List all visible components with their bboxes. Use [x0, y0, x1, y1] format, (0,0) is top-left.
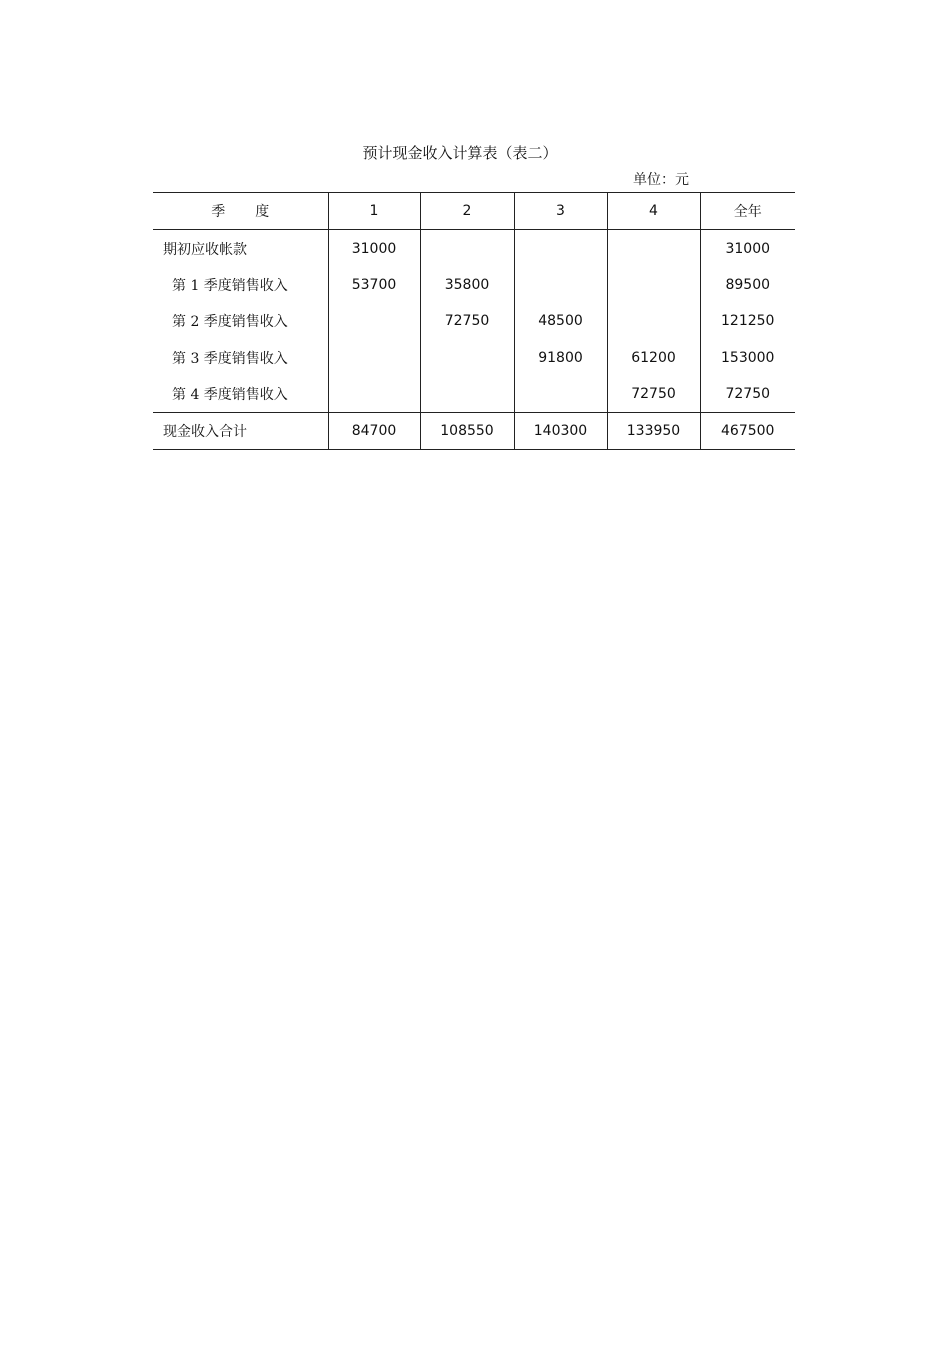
- header-annual: 全年: [700, 193, 795, 230]
- table-row: [153, 266, 795, 303]
- row-label: 期初应收帐款: [163, 242, 247, 259]
- total-q4: 133950: [607, 413, 700, 450]
- cell-q4: 72750: [607, 376, 700, 413]
- header-quarter-2: 2: [420, 193, 514, 230]
- cash-receipts-table: [153, 192, 795, 450]
- total-q1: 84700: [328, 413, 420, 450]
- total-annual: 467500: [700, 413, 795, 450]
- cell-q2: 35800: [420, 266, 514, 303]
- cell-q3: [514, 376, 607, 413]
- unit-label: 单位：元: [633, 172, 689, 188]
- header-quarter-label: 季度: [153, 193, 328, 230]
- cell-q1: 31000: [328, 230, 420, 267]
- table-row: [153, 303, 795, 340]
- cell-q4: [607, 303, 700, 340]
- total-q3: 140300: [514, 413, 607, 450]
- cell-q4: [607, 266, 700, 303]
- cell-q4: [607, 230, 700, 267]
- cell-q3: [514, 266, 607, 303]
- header-quarter-1: 1: [328, 193, 420, 230]
- cell-q1: 53700: [328, 266, 420, 303]
- cell-q1: [328, 340, 420, 377]
- total-q2: 108550: [420, 413, 514, 450]
- cell-q3: [514, 230, 607, 267]
- cell-total: 72750: [700, 376, 795, 413]
- table-header-row: [153, 193, 795, 230]
- cell-q4: 61200: [607, 340, 700, 377]
- header-quarter-4: 4: [607, 193, 700, 230]
- total-row: [153, 413, 795, 450]
- cell-q1: [328, 303, 420, 340]
- cell-q2: [420, 340, 514, 377]
- cell-q3: 91800: [514, 340, 607, 377]
- cell-q1: [328, 376, 420, 413]
- header-quarter-3: 3: [514, 193, 607, 230]
- row-label: 第 1 季度销售收入: [172, 277, 288, 294]
- cell-total: 89500: [700, 266, 795, 303]
- table-row: [153, 340, 795, 377]
- cell-total: 153000: [700, 340, 795, 377]
- total-row-label: 现金收入合计: [153, 413, 328, 450]
- document-title: 预计现金收入计算表（表二）: [362, 144, 558, 162]
- cell-total: 121250: [700, 303, 795, 340]
- table-row: [153, 230, 795, 267]
- table-row: [153, 376, 795, 413]
- cell-total: 31000: [700, 230, 795, 267]
- cell-q2: [420, 376, 514, 413]
- cell-q2: [420, 230, 514, 267]
- cell-q2: 72750: [420, 303, 514, 340]
- row-label: 第 3 季度销售收入: [172, 350, 288, 367]
- row-label: 第 2 季度销售收入: [172, 314, 288, 331]
- row-label: 第 4 季度销售收入: [172, 387, 288, 404]
- cell-q3: 48500: [514, 303, 607, 340]
